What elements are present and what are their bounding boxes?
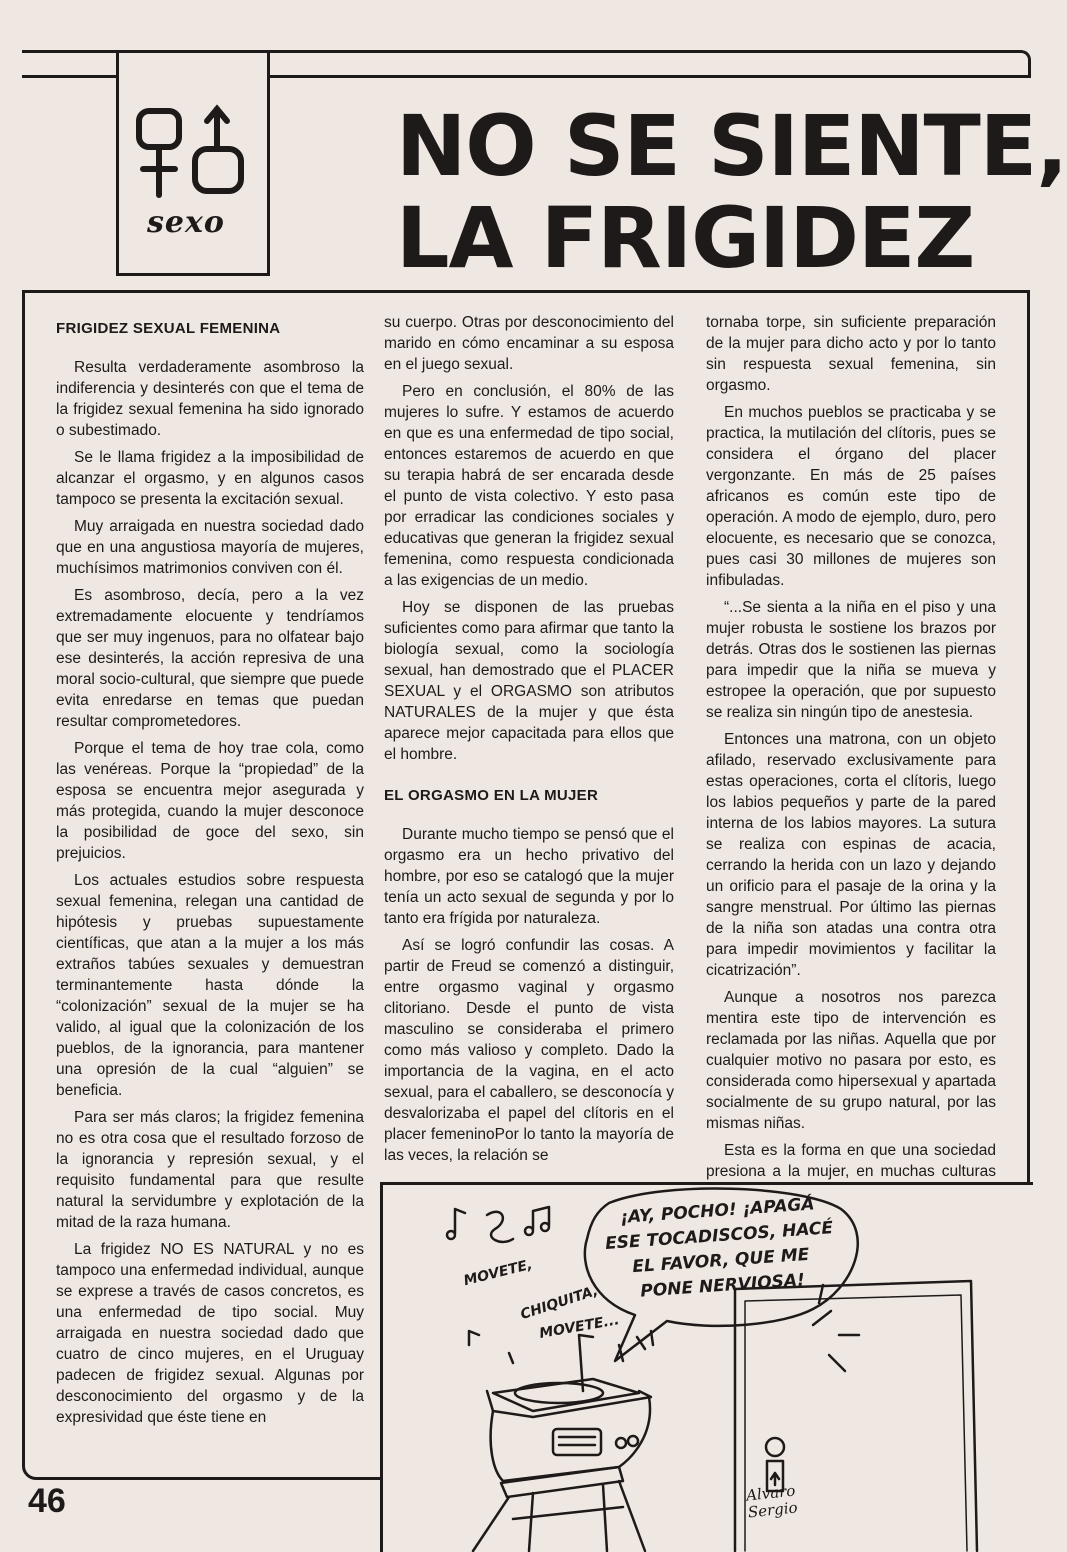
speech-balloon-text: ¡AY, POCHO! ¡APAGÁ ESE TOCADISCOS, HACÉ EL FAVOR, QUE ME PONE NERVIOSA!: [604, 1194, 834, 1302]
signature-line-2: Sergio: [747, 1498, 799, 1522]
song-lyric-2: CHIQUITA,: [518, 1282, 601, 1324]
paragraph: Hoy se disponen de las pruebas suficientes como para afirmar que tanto la biología sexual, como la sociología sexual, han demostrado que el PLACER SEXUAL y el ORGASMO son atributos NATURALES de la mujer y que ésta aparece mejor capacitada para ellos que el hombre.: [384, 599, 674, 763]
paragraph: tornaba torpe, sin suficiente preparación de la mujer para dicho acto y por lo tanto sin respuesta sexual femenina, sin orgasmo.: [706, 314, 996, 394]
column-3: [706, 312, 996, 1180]
section-heading: FRIGIDEZ SEXUAL FEMENINA: [56, 320, 281, 337]
signature-line-1: Alvaro: [745, 1481, 797, 1505]
paragraph: Resulta verdaderamente asombroso la indiferencia y desinterés con que el tema de la frigidez sexual femenina ha sido ignorado o subestimado.: [56, 359, 364, 439]
song-lyric-3: MOVETE...: [538, 1312, 621, 1342]
paragraph: Es asombroso, decía, pero a la vez extremadamente elocuente y tendríamos que ser muy ingenuos, para no olfatear bajo ese desinterés, la acción represiva de una moral socio-cultural, que siempre que puede evita enredarse en temas que puedan resultar comprometedores.: [56, 587, 364, 730]
paragraph: “...Se sienta a la niña en el piso y una mujer robusta le sostiene los brazos por detrás. Otras dos le sostienen las piernas para impedir que la niña se mueva y estropee la operación, que por supuesto se realiza sin ningún tipo de anestesia.: [706, 599, 996, 721]
paragraph: Durante mucho tiempo se pensó que el orgasmo era un hecho privativo del hombre, por eso se catalogó que la mujer tenía un acto sexual de segunda y por lo tanto era frígida por naturaleza.: [384, 826, 674, 927]
paragraph: Pero en conclusión, el 80% de las mujeres lo sufre. Y estamos de acuerdo en que es una enfermedad de tipo social, entonces estaremos de acuerdo en que su terapia habrá de ser encarada desde el punto de vista colectivo. Y esto pasa por erradicar las condiciones sociales y educativas que generan la frigidez sexual femenina, como respuesta condicionada a las exigencias de un medio.: [384, 383, 674, 589]
gender-symbols-icon: [129, 103, 257, 203]
paragraph: Esta es la forma en que una sociedad presiona a la mujer, en muchas culturas: [706, 1142, 996, 1180]
paragraph: su cuerpo. Otras por desconocimiento del marido en cómo encaminar a su esposa en el juego sexual.: [384, 314, 674, 373]
paragraph: Se le llama frigidez a la imposibilidad de alcanzar el orgasmo, y en algunos casos tampoco se presenta la excitación sexual.: [56, 449, 364, 508]
column-2: [384, 312, 674, 1172]
section-label: sexo: [147, 205, 225, 240]
cartoon-illustration: [380, 1182, 1033, 1552]
title-line-2: LA FRIGIDEZ: [396, 189, 975, 287]
column-1: [56, 312, 364, 1452]
paragraph: En muchos pueblos se practicaba y se practica, la mutilación del clítoris, pues se considera el órgano del placer vergonzante. En más de 25 países africanos es común este tipo de operación. A modo de ejemplo, duro, pero elocuente, es necesario que se conozca, pues casi 30 millones de mujeres son infibuladas.: [706, 404, 996, 589]
paragraph: Así se logró confundir las cosas. A partir de Freud se comenzó a distinguir, entre orgasmo vaginal y orgasmo clitoriano. Desde el punto de vista masculino se consideraba el primero como más valioso y completo. Dado la importancia de la vagina, en el acto sexual, para el caballero, se desconocía y desvalorizaba el papel del clítoris en el placer femeninoPor lo tanto la mayoría de las veces, la relación se: [384, 937, 674, 1164]
page-title: [396, 97, 1067, 287]
paragraph: Los actuales estudios sobre respuesta sexual femenina, relegan una cantidad de hipótesis y pruebas supuestamente científicas, que atan a la mujer a los más extraños tabúes sexuales y demuestran terminantemente hasta dónde la “colonización” sexual de la mujer se ha valido, al igual que la colonización de los pueblos, de la ignorancia, para mantener una opresión de la cual “alguien” se beneficia.: [56, 872, 364, 1099]
artist-signature: [745, 1482, 798, 1521]
song-lyric-1: MOVETE,: [462, 1256, 535, 1290]
paragraph: Porque el tema de hoy trae cola, como las venéreas. Porque la “propiedad” de la esposa se encuentra mejor asegurada y más protegida, cuando la mujer desconoce la posibilidad de goce del sexo, sin prejuicios.: [56, 740, 364, 862]
paragraph: Aunque a nosotros nos parezca mentira este tipo de intervención es reclamada por las niñas. Aquella que por cualquier motivo no pasara por esto, es considerada como hipersexual y apartada socialmente de su grupo natural, por las mismas niñas.: [706, 989, 996, 1132]
section-heading: EL ORGASMO EN LA MUJER: [384, 787, 599, 804]
section-logo: [116, 50, 270, 276]
page-number: 46: [28, 1482, 66, 1520]
paragraph: La frigidez NO ES NATURAL y no es tampoco una enfermedad individual, aunque se exprese a través de casos concretos, es una enfermedad de tipo social. Muy arraigada en nuestra sociedad dado que cuatro de cinco mujeres, en el Uruguay padecen de frigidez sexual. Algunas por desconocimiento del orgasmo y de la expresividad que éste tiene en: [56, 1241, 364, 1426]
paragraph: Entonces una matrona, con un objeto afilado, reservado exclusivamente para estas operaciones, corta el clítoris, luego los labios pequeños y parte de la pared interna de los labios mayores. La sutura se realiza con espinas de acacia, cerrando la herida con un lazo y dejando un orificio para el pasaje de la orina y la sangre menstrual. Por último las piernas de la niña son atadas una contra otra para impedir movimientos y facilitar la cicatrización”.: [706, 731, 996, 979]
paragraph: Muy arraigada en nuestra sociedad dado que en una angustiosa mayoría de mujeres, muchísimos matrimonios conviven con él.: [56, 518, 364, 577]
paragraph: Para ser más claros; la frigidez femenina no es otra cosa que el resultado forzoso de la ignorancia y represión sexual, y el requisito fundamental para que resulte natural la servidumbre y explotación de la mitad de la raza humana.: [56, 1109, 364, 1231]
title-line-1: NO SE SIENTE,: [396, 97, 1067, 195]
